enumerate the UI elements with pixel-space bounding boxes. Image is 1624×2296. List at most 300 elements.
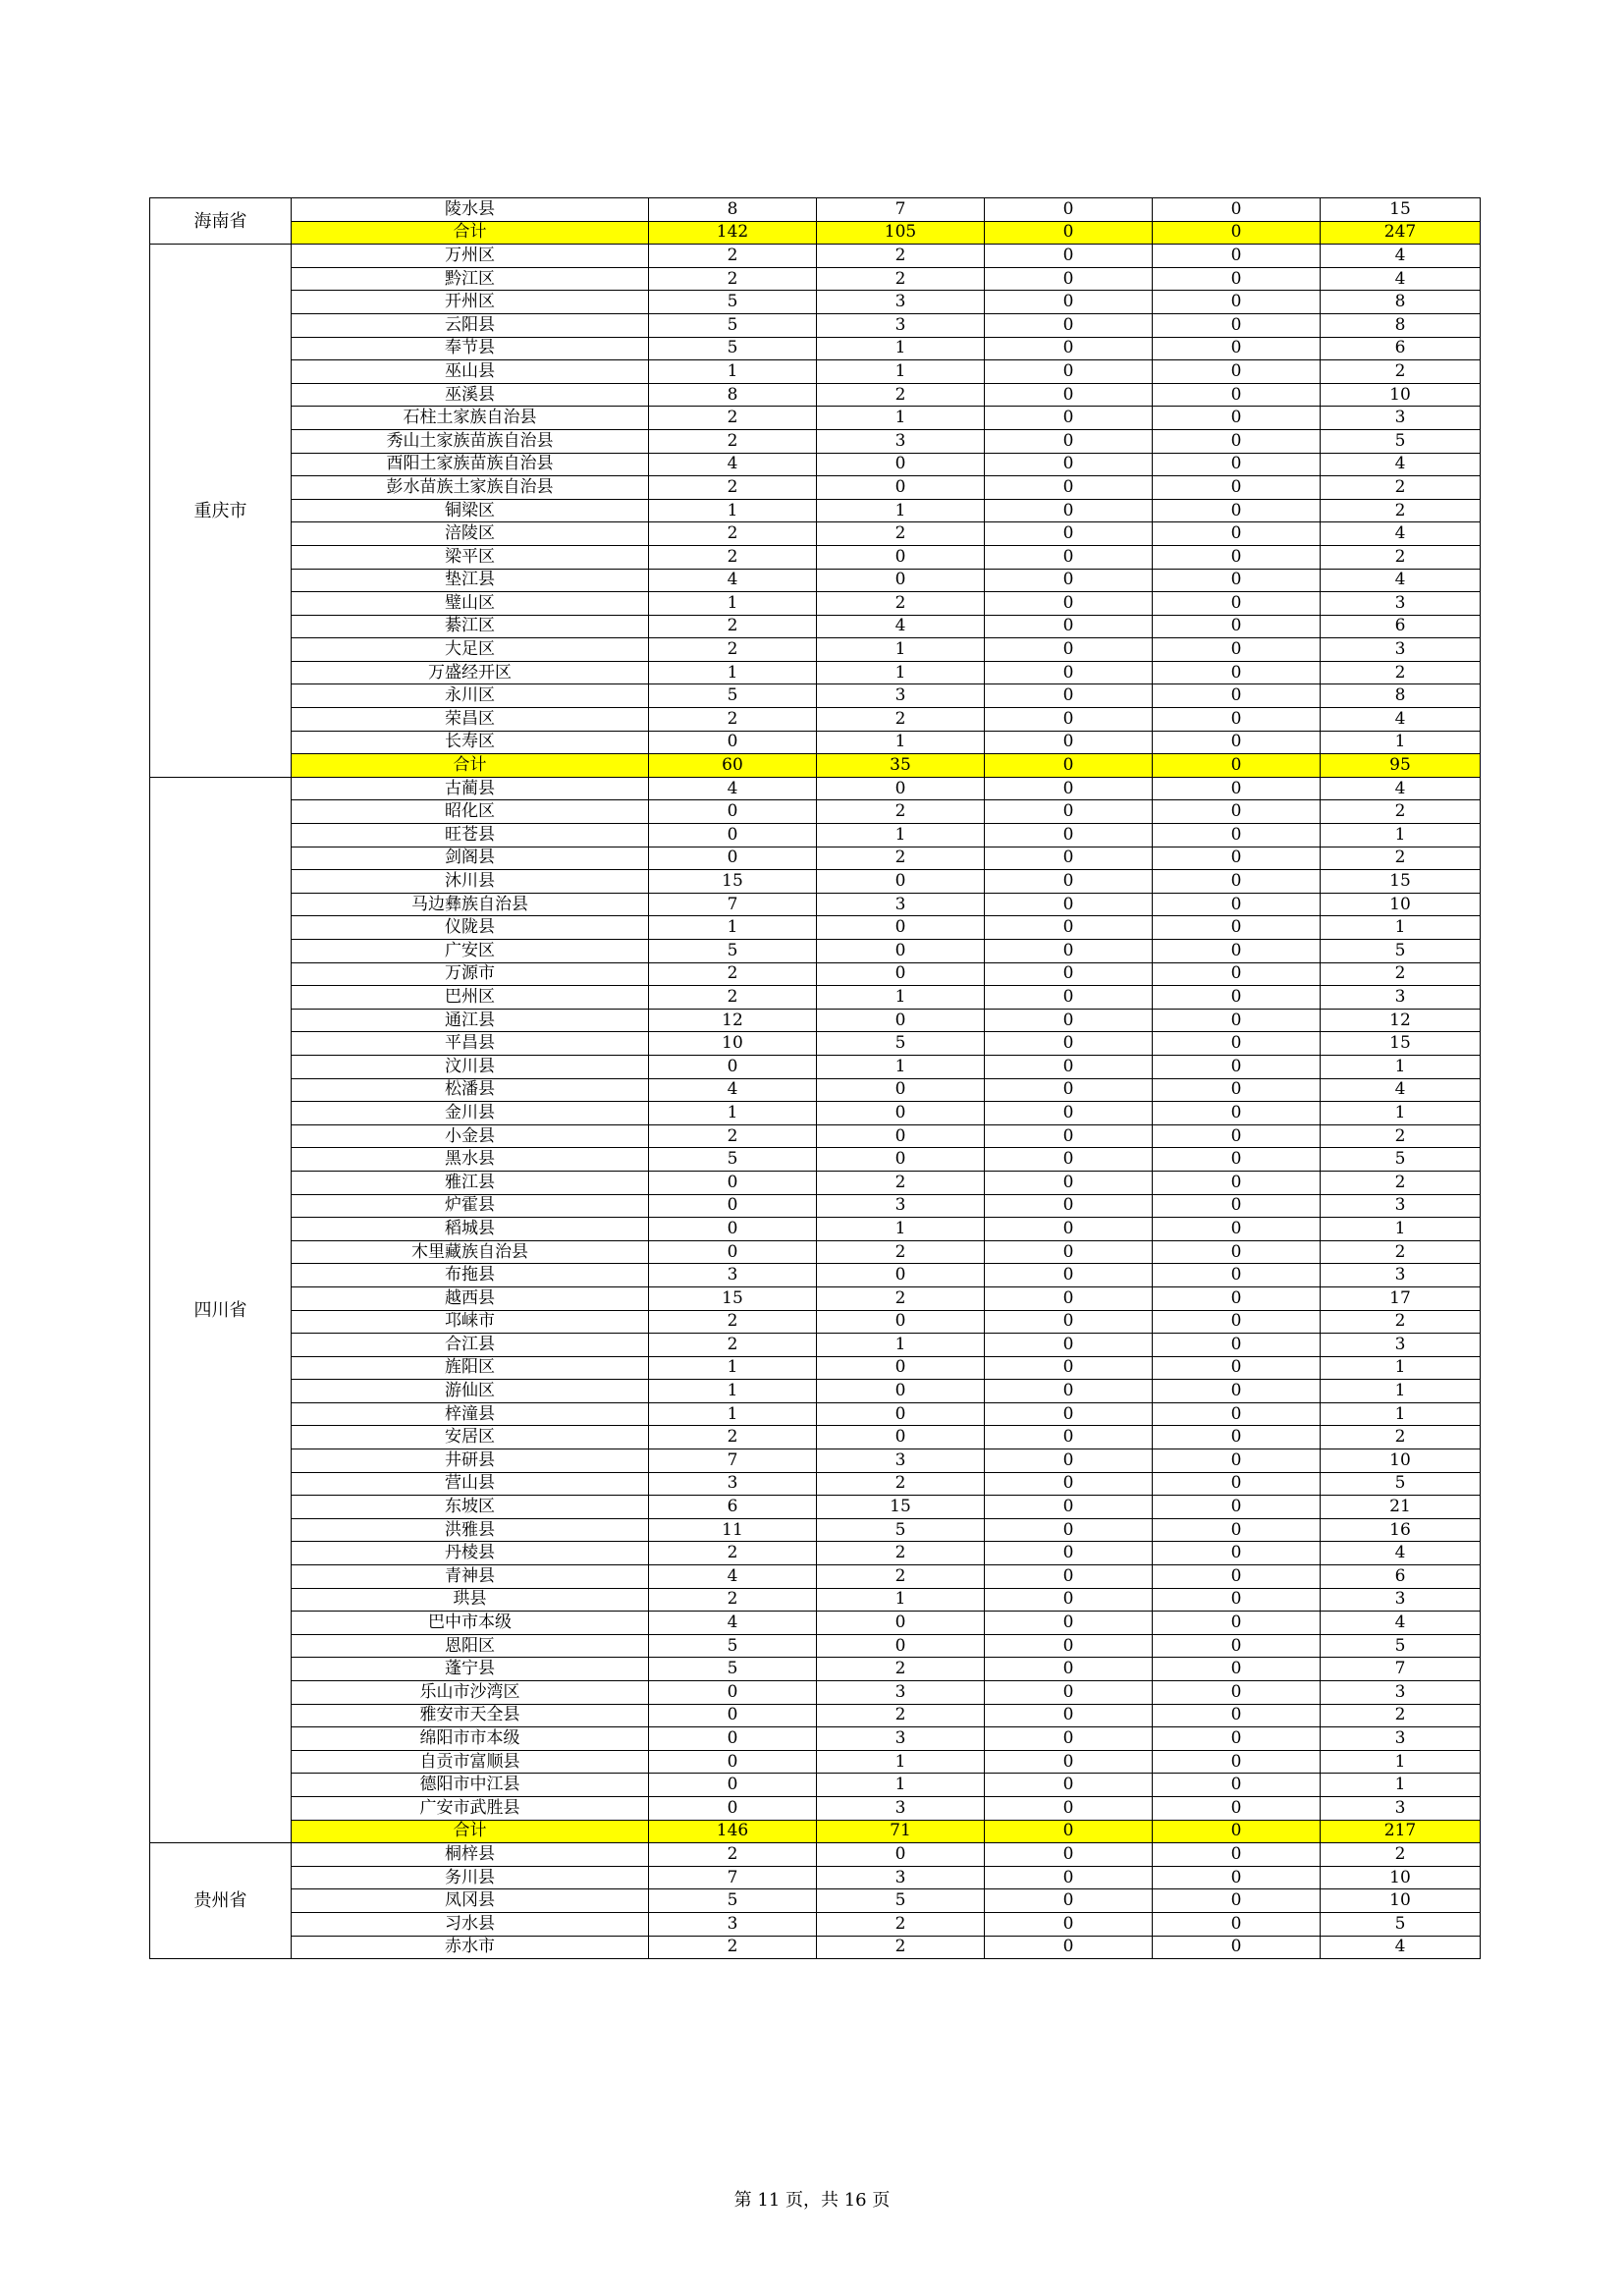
value-cell-3: 0: [985, 824, 1153, 847]
total-value-cell: 2: [1321, 962, 1481, 986]
total-value-cell: 3: [1321, 407, 1481, 430]
value-cell-1: 0: [649, 1796, 817, 1820]
total-value-cell: 5: [1321, 1148, 1481, 1172]
value-cell-1: 15: [649, 870, 817, 894]
county-name-cell: 稻城县: [292, 1218, 649, 1241]
value-cell-1: 8: [649, 198, 817, 222]
total-value-cell: 4: [1321, 453, 1481, 476]
value-cell-1: 1: [649, 1380, 817, 1403]
value-cell-2: 0: [817, 476, 985, 500]
total-value-cell: 7: [1321, 1658, 1481, 1681]
county-name-cell: 石柱土家族自治县: [292, 407, 649, 430]
county-name-cell: 营山县: [292, 1472, 649, 1496]
value-cell-1: 0: [649, 800, 817, 824]
table-row: [150, 1171, 1481, 1194]
value-cell-1: 4: [649, 1612, 817, 1635]
value-cell-2: 3: [817, 1681, 985, 1705]
value-cell-2: 1: [817, 1055, 985, 1078]
value-cell-2: 0: [817, 1264, 985, 1287]
value-cell-2: 1: [817, 407, 985, 430]
table-row: [150, 940, 1481, 963]
value-cell-4: 0: [1153, 592, 1321, 616]
county-name-cell: 邛崃市: [292, 1310, 649, 1334]
value-cell-1: 1: [649, 499, 817, 522]
total-value-cell: 5: [1321, 1472, 1481, 1496]
value-cell-3: 0: [985, 337, 1153, 360]
value-cell-3: 0: [985, 360, 1153, 384]
table-row: [150, 708, 1481, 732]
value-cell-4: 0: [1153, 1310, 1321, 1334]
value-cell-1: 5: [649, 684, 817, 708]
value-cell-4: 0: [1153, 1866, 1321, 1889]
total-value-cell: 10: [1321, 1866, 1481, 1889]
value-cell-3: 0: [985, 1936, 1153, 1959]
value-cell-3: 0: [985, 592, 1153, 616]
value-cell-2: 1: [817, 1774, 985, 1797]
table-row: [150, 1750, 1481, 1774]
value-cell-3: 0: [985, 986, 1153, 1010]
value-cell-4: 0: [1153, 245, 1321, 268]
value-cell-4: 0: [1153, 708, 1321, 732]
value-cell-1: 2: [649, 476, 817, 500]
county-name-cell: 长寿区: [292, 731, 649, 754]
value-cell-4: 0: [1153, 313, 1321, 337]
table-row: [150, 1889, 1481, 1913]
table-body: [150, 198, 1481, 1959]
total-value-cell: 1: [1321, 824, 1481, 847]
value-cell-2: 3: [817, 1796, 985, 1820]
value-cell-3: 0: [985, 1009, 1153, 1032]
value-cell-1: 0: [649, 1774, 817, 1797]
table-row: [150, 1240, 1481, 1264]
value-cell-4: 0: [1153, 962, 1321, 986]
value-cell-3: 0: [985, 638, 1153, 662]
total-value-cell: 15: [1321, 870, 1481, 894]
value-cell-2: 3: [817, 429, 985, 453]
county-name-cell: 巫山县: [292, 360, 649, 384]
value-cell-3: 0: [985, 661, 1153, 684]
value-cell-2: 0: [817, 1612, 985, 1635]
table-row: [150, 1612, 1481, 1635]
value-cell-4: 0: [1153, 383, 1321, 407]
table-row: [150, 1334, 1481, 1357]
value-cell-3: 0: [985, 1194, 1153, 1218]
value-cell-2: 3: [817, 1727, 985, 1751]
total-value-cell: 95: [1321, 754, 1481, 778]
value-cell-1: 3: [649, 1472, 817, 1496]
value-cell-3: 0: [985, 1124, 1153, 1148]
table-row: [150, 1565, 1481, 1589]
table-row: [150, 916, 1481, 940]
value-cell-2: 1: [817, 337, 985, 360]
value-cell-4: 0: [1153, 1565, 1321, 1589]
county-name-cell: 仪陇县: [292, 916, 649, 940]
value-cell-2: 2: [817, 800, 985, 824]
value-cell-2: 0: [817, 453, 985, 476]
table-row: [150, 360, 1481, 384]
value-cell-4: 0: [1153, 1148, 1321, 1172]
value-cell-2: 2: [817, 1542, 985, 1565]
value-cell-3: 0: [985, 1402, 1153, 1426]
value-cell-1: 2: [649, 708, 817, 732]
value-cell-3: 0: [985, 1912, 1153, 1936]
value-cell-4: 0: [1153, 638, 1321, 662]
total-value-cell: 6: [1321, 337, 1481, 360]
county-name-cell: 安居区: [292, 1426, 649, 1449]
table-row: [150, 1518, 1481, 1542]
total-value-cell: 1: [1321, 1102, 1481, 1125]
county-name-cell: 乐山市沙湾区: [292, 1681, 649, 1705]
table-row: [150, 522, 1481, 546]
value-cell-3: 0: [985, 1588, 1153, 1612]
value-cell-1: 8: [649, 383, 817, 407]
county-name-cell: 古蔺县: [292, 777, 649, 800]
county-name-cell: 德阳市中江县: [292, 1774, 649, 1797]
value-cell-4: 0: [1153, 916, 1321, 940]
value-cell-3: 0: [985, 754, 1153, 778]
value-cell-3: 0: [985, 684, 1153, 708]
value-cell-4: 0: [1153, 360, 1321, 384]
county-name-cell: 璧山区: [292, 592, 649, 616]
value-cell-1: 5: [649, 940, 817, 963]
value-cell-1: 1: [649, 360, 817, 384]
county-name-cell: 垫江县: [292, 569, 649, 592]
value-cell-3: 0: [985, 267, 1153, 291]
value-cell-1: 11: [649, 1518, 817, 1542]
table-row: [150, 986, 1481, 1010]
value-cell-4: 0: [1153, 1936, 1321, 1959]
value-cell-4: 0: [1153, 1426, 1321, 1449]
value-cell-1: 2: [649, 267, 817, 291]
value-cell-3: 0: [985, 1218, 1153, 1241]
value-cell-4: 0: [1153, 1102, 1321, 1125]
county-name-cell: 巴中市本级: [292, 1612, 649, 1635]
value-cell-1: 5: [649, 1634, 817, 1658]
table-row: [150, 1912, 1481, 1936]
total-value-cell: 2: [1321, 360, 1481, 384]
value-cell-1: 5: [649, 1889, 817, 1913]
value-cell-4: 0: [1153, 824, 1321, 847]
table-row: [150, 1843, 1481, 1867]
table-row: [150, 569, 1481, 592]
county-name-cell: 旌阳区: [292, 1356, 649, 1380]
value-cell-1: 2: [649, 545, 817, 569]
value-cell-1: 0: [649, 824, 817, 847]
value-cell-3: 0: [985, 1796, 1153, 1820]
value-cell-2: 2: [817, 1565, 985, 1589]
value-cell-1: 5: [649, 337, 817, 360]
value-cell-4: 0: [1153, 1334, 1321, 1357]
value-cell-3: 0: [985, 1472, 1153, 1496]
value-cell-4: 0: [1153, 1750, 1321, 1774]
total-value-cell: 4: [1321, 1542, 1481, 1565]
total-value-cell: 3: [1321, 592, 1481, 616]
county-name-cell: 青神县: [292, 1565, 649, 1589]
value-cell-1: 2: [649, 1426, 817, 1449]
value-cell-1: 0: [649, 1055, 817, 1078]
value-cell-3: 0: [985, 1542, 1153, 1565]
value-cell-4: 0: [1153, 407, 1321, 430]
value-cell-2: 3: [817, 291, 985, 314]
total-value-cell: 3: [1321, 1334, 1481, 1357]
value-cell-3: 0: [985, 245, 1153, 268]
total-value-cell: 2: [1321, 661, 1481, 684]
value-cell-3: 0: [985, 1171, 1153, 1194]
county-name-cell: 广安区: [292, 940, 649, 963]
value-cell-3: 0: [985, 1264, 1153, 1287]
value-cell-2: 15: [817, 1496, 985, 1519]
total-value-cell: 15: [1321, 1032, 1481, 1056]
table-row: [150, 1032, 1481, 1056]
total-value-cell: 1: [1321, 731, 1481, 754]
table-row: [150, 1704, 1481, 1727]
value-cell-3: 0: [985, 429, 1153, 453]
value-cell-4: 0: [1153, 893, 1321, 916]
table-row: [150, 1380, 1481, 1403]
county-name-cell: 开州区: [292, 291, 649, 314]
county-name-cell: 桐梓县: [292, 1843, 649, 1867]
value-cell-3: 0: [985, 1565, 1153, 1589]
value-cell-2: 2: [817, 708, 985, 732]
value-cell-4: 0: [1153, 777, 1321, 800]
table-row: [150, 1148, 1481, 1172]
value-cell-2: 2: [817, 522, 985, 546]
value-cell-1: 3: [649, 1264, 817, 1287]
county-name-cell: 井研县: [292, 1449, 649, 1473]
value-cell-4: 0: [1153, 1518, 1321, 1542]
county-name-cell: 绵阳市市本级: [292, 1727, 649, 1751]
value-cell-2: 1: [817, 638, 985, 662]
subtotal-label-cell: 合计: [292, 1820, 649, 1843]
table-row: [150, 453, 1481, 476]
province-cell: 四川省: [150, 777, 292, 1842]
value-cell-1: 4: [649, 1078, 817, 1102]
value-cell-2: 2: [817, 1912, 985, 1936]
value-cell-2: 3: [817, 1194, 985, 1218]
value-cell-3: 0: [985, 221, 1153, 245]
total-value-cell: 3: [1321, 1681, 1481, 1705]
value-cell-1: 2: [649, 245, 817, 268]
value-cell-4: 0: [1153, 1194, 1321, 1218]
value-cell-3: 0: [985, 1055, 1153, 1078]
value-cell-4: 0: [1153, 1472, 1321, 1496]
value-cell-2: 0: [817, 569, 985, 592]
value-cell-2: 2: [817, 1240, 985, 1264]
value-cell-1: 60: [649, 754, 817, 778]
value-cell-4: 0: [1153, 453, 1321, 476]
county-name-cell: 巫溪县: [292, 383, 649, 407]
value-cell-1: 2: [649, 522, 817, 546]
total-value-cell: 4: [1321, 777, 1481, 800]
value-cell-3: 0: [985, 453, 1153, 476]
total-value-cell: 4: [1321, 245, 1481, 268]
county-name-cell: 万盛经开区: [292, 661, 649, 684]
subtotal-row: [150, 1820, 1481, 1843]
county-name-cell: 炉霍县: [292, 1194, 649, 1218]
value-cell-3: 0: [985, 1426, 1153, 1449]
county-name-cell: 丹棱县: [292, 1542, 649, 1565]
county-name-cell: 马边彝族自治县: [292, 893, 649, 916]
value-cell-3: 0: [985, 847, 1153, 870]
value-cell-4: 0: [1153, 1240, 1321, 1264]
county-name-cell: 云阳县: [292, 313, 649, 337]
value-cell-2: 3: [817, 684, 985, 708]
value-cell-2: 3: [817, 313, 985, 337]
value-cell-3: 0: [985, 1148, 1153, 1172]
value-cell-2: 2: [817, 1286, 985, 1310]
value-cell-3: 0: [985, 870, 1153, 894]
value-cell-2: 35: [817, 754, 985, 778]
county-name-cell: 布拖县: [292, 1264, 649, 1287]
total-value-cell: 2: [1321, 847, 1481, 870]
value-cell-1: 12: [649, 1009, 817, 1032]
value-cell-3: 0: [985, 962, 1153, 986]
value-cell-2: 3: [817, 893, 985, 916]
table-row: [150, 545, 1481, 569]
value-cell-3: 0: [985, 1727, 1153, 1751]
value-cell-3: 0: [985, 569, 1153, 592]
value-cell-1: 0: [649, 847, 817, 870]
county-name-cell: 万州区: [292, 245, 649, 268]
value-cell-1: 2: [649, 1310, 817, 1334]
total-value-cell: 10: [1321, 383, 1481, 407]
total-value-cell: 8: [1321, 291, 1481, 314]
province-cell: 海南省: [150, 198, 292, 245]
county-name-cell: 秀山土家族苗族自治县: [292, 429, 649, 453]
table-row: [150, 824, 1481, 847]
value-cell-2: 0: [817, 1009, 985, 1032]
table-row: [150, 1356, 1481, 1380]
value-cell-2: 2: [817, 383, 985, 407]
province-cell: 贵州省: [150, 1843, 292, 1959]
value-cell-1: 2: [649, 1936, 817, 1959]
value-cell-1: 1: [649, 661, 817, 684]
value-cell-1: 1: [649, 1356, 817, 1380]
value-cell-2: 0: [817, 1356, 985, 1380]
value-cell-1: 3: [649, 1912, 817, 1936]
value-cell-1: 2: [649, 1588, 817, 1612]
value-cell-3: 0: [985, 1310, 1153, 1334]
value-cell-3: 0: [985, 1704, 1153, 1727]
value-cell-4: 0: [1153, 1658, 1321, 1681]
county-name-cell: 平昌县: [292, 1032, 649, 1056]
value-cell-3: 0: [985, 407, 1153, 430]
table-row: [150, 893, 1481, 916]
county-name-cell: 大足区: [292, 638, 649, 662]
total-value-cell: 4: [1321, 569, 1481, 592]
value-cell-3: 0: [985, 1634, 1153, 1658]
value-cell-4: 0: [1153, 1912, 1321, 1936]
value-cell-1: 2: [649, 1334, 817, 1357]
value-cell-1: 0: [649, 731, 817, 754]
total-value-cell: 5: [1321, 1912, 1481, 1936]
value-cell-1: 1: [649, 916, 817, 940]
value-cell-2: 0: [817, 1102, 985, 1125]
value-cell-2: 1: [817, 499, 985, 522]
value-cell-2: 1: [817, 1750, 985, 1774]
table-row: [150, 383, 1481, 407]
value-cell-4: 0: [1153, 337, 1321, 360]
value-cell-2: 3: [817, 1866, 985, 1889]
value-cell-2: 2: [817, 1171, 985, 1194]
total-value-cell: 6: [1321, 1565, 1481, 1589]
value-cell-2: 1: [817, 360, 985, 384]
county-name-cell: 赤水市: [292, 1936, 649, 1959]
value-cell-3: 0: [985, 800, 1153, 824]
value-cell-3: 0: [985, 615, 1153, 638]
value-cell-1: 2: [649, 615, 817, 638]
subtotal-row: [150, 754, 1481, 778]
county-name-cell: 小金县: [292, 1124, 649, 1148]
county-name-cell: 奉节县: [292, 337, 649, 360]
value-cell-4: 0: [1153, 1356, 1321, 1380]
total-value-cell: 3: [1321, 1796, 1481, 1820]
table-row: [150, 661, 1481, 684]
county-name-cell: 合江县: [292, 1334, 649, 1357]
value-cell-2: 0: [817, 1634, 985, 1658]
table-row: [150, 592, 1481, 616]
value-cell-1: 0: [649, 1171, 817, 1194]
total-value-cell: 2: [1321, 800, 1481, 824]
value-cell-1: 1: [649, 1402, 817, 1426]
value-cell-4: 0: [1153, 1820, 1321, 1843]
value-cell-1: 2: [649, 1843, 817, 1867]
value-cell-3: 0: [985, 1496, 1153, 1519]
value-cell-4: 0: [1153, 1496, 1321, 1519]
total-value-cell: 2: [1321, 1171, 1481, 1194]
county-name-cell: 习水县: [292, 1912, 649, 1936]
county-name-cell: 万源市: [292, 962, 649, 986]
total-value-cell: 1: [1321, 1750, 1481, 1774]
total-value-cell: 10: [1321, 1889, 1481, 1913]
value-cell-1: 1: [649, 592, 817, 616]
value-cell-1: 2: [649, 1542, 817, 1565]
table-row: [150, 313, 1481, 337]
value-cell-1: 2: [649, 407, 817, 430]
value-cell-2: 2: [817, 1472, 985, 1496]
value-cell-3: 0: [985, 291, 1153, 314]
table-row: [150, 1449, 1481, 1473]
county-name-cell: 梓潼县: [292, 1402, 649, 1426]
county-name-cell: 汶川县: [292, 1055, 649, 1078]
value-cell-3: 0: [985, 1078, 1153, 1102]
value-cell-3: 0: [985, 1449, 1153, 1473]
value-cell-4: 0: [1153, 661, 1321, 684]
value-cell-4: 0: [1153, 1843, 1321, 1867]
value-cell-2: 0: [817, 1148, 985, 1172]
value-cell-1: 5: [649, 1148, 817, 1172]
table-row: [150, 1588, 1481, 1612]
value-cell-1: 2: [649, 638, 817, 662]
total-value-cell: 10: [1321, 1449, 1481, 1473]
value-cell-2: 1: [817, 1218, 985, 1241]
table-row: [150, 1124, 1481, 1148]
value-cell-2: 1: [817, 986, 985, 1010]
table-row: [150, 684, 1481, 708]
value-cell-4: 0: [1153, 198, 1321, 222]
table-row: [150, 1866, 1481, 1889]
value-cell-4: 0: [1153, 615, 1321, 638]
value-cell-3: 0: [985, 1334, 1153, 1357]
county-name-cell: 自贡市富顺县: [292, 1750, 649, 1774]
value-cell-4: 0: [1153, 1889, 1321, 1913]
value-cell-3: 0: [985, 940, 1153, 963]
total-value-cell: 2: [1321, 1704, 1481, 1727]
value-cell-4: 0: [1153, 1402, 1321, 1426]
value-cell-1: 2: [649, 962, 817, 986]
total-value-cell: 3: [1321, 1264, 1481, 1287]
value-cell-3: 0: [985, 476, 1153, 500]
